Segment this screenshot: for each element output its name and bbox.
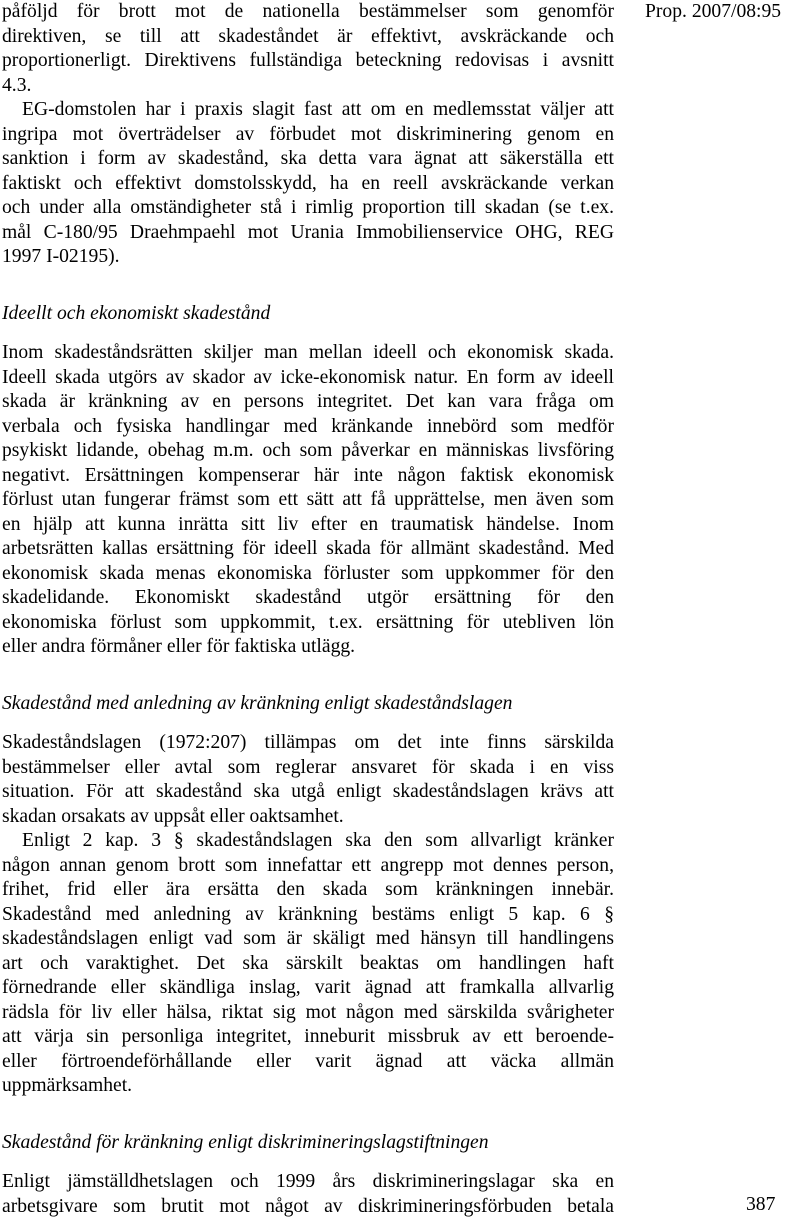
- section-heading: Skadestånd för kränkning enligt diskrimineringslagstiftningen: [2, 1132, 489, 1153]
- text-line: skadeståndslagen enligt vad som är skäligt med hänsyn till handlingens: [2, 928, 614, 949]
- text-line: Ideell skada utgörs av skador av icke-ekonomisk natur. En form av ideell: [2, 366, 614, 388]
- text-line: påföljd för brott mot de nationella bestämmelser som genomför: [2, 1, 614, 22]
- text-line: ingripa mot överträdelser av förbudet mot diskriminering genom en: [2, 123, 614, 145]
- text-line: förlust utan fungerar främst som ett sätt att få upprättelse, men även som: [2, 489, 614, 510]
- text-line: arbetsgivare som brutit mot något av diskrimineringsförbuden betala: [2, 1195, 614, 1217]
- text-line: art och varaktighet. Det ska särskilt beaktas om handlingen haft: [2, 952, 614, 974]
- text-line: skadan orsakats av uppsåt eller oaktsamhet.: [2, 805, 344, 827]
- text-line: att värja sin personliga integritet, inneburit missbruk av ett beroende-: [2, 1026, 614, 1047]
- text-line: och under alla omständigheter stå i rimlig proportion till skadan (se t.ex.: [2, 197, 614, 218]
- text-line: verbala och fysiska handlingar med kränkande innebörd som medför: [2, 415, 614, 437]
- text-line: 4.3.: [2, 74, 32, 96]
- text-line: 1997 I-02195).: [2, 246, 120, 267]
- text-line: eller andra förmåner eller för faktiska utlägg.: [2, 636, 356, 657]
- text-line: ekonomisk skada menas ekonomiska förluster som uppkommer för den: [2, 562, 614, 584]
- text-line: förnedrande eller skändliga inslag, varit ägnad att framkalla allvarlig: [2, 977, 614, 998]
- text-line: någon annan genom brott som innefattar ett angrepp mot dennes person,: [2, 854, 614, 876]
- margin-reference: Prop. 2007/08:95: [645, 1, 782, 22]
- text-line: Enligt 2 kap. 3 § skadeståndslagen ska den som allvarligt kränker: [22, 830, 614, 851]
- text-line: EG-domstolen har i praxis slagit fast att om en medlemsstat väljer att: [22, 99, 614, 120]
- text-line: faktiskt och effektivt domstolsskydd, ha en reell avskräckande verkan: [2, 172, 614, 194]
- text-line: sanktion i form av skadestånd, ska detta vara ägnat att säkerställa ett: [2, 148, 614, 169]
- text-line: uppmärksamhet.: [2, 1075, 133, 1096]
- text-line: situation. För att skadestånd ska utgå enligt skadeståndslagen krävs att: [2, 781, 614, 802]
- text-line: direktiven, se till att skadeståndet är effektivt, avskräckande och: [2, 25, 614, 47]
- text-line: ekonomiska förlust som uppkommit, t.ex. ersättning för utebliven lön: [2, 611, 614, 633]
- section-heading: Skadestånd med anledning av kränkning enligt skadeståndslagen: [2, 693, 513, 714]
- text-line: bestämmelser eller avtal som reglerar ansvaret för skada i en viss: [2, 756, 614, 778]
- text-line: frihet, frid eller ära ersätta den skada som kränkningen innebär.: [2, 879, 614, 900]
- text-line: skada är kränkning av en persons integritet. Det kan vara fråga om: [2, 391, 614, 412]
- text-line: Inom skadeståndsrätten skiljer man mellan ideell och ekonomisk skada.: [2, 342, 614, 363]
- section-heading: Ideellt och ekonomiskt skadestånd: [2, 303, 271, 324]
- text-line: Enligt jämställdhetslagen och 1999 års diskrimineringslagar ska en: [2, 1171, 614, 1192]
- text-line: Skadestånd med anledning av kränkning bestäms enligt 5 kap. 6 §: [2, 903, 614, 925]
- text-line: rädsla för liv eller hälsa, riktat sig mot någon med särskilda svårigheter: [2, 1001, 614, 1023]
- text-line: negativt. Ersättningen kompenserar här inte någon faktisk ekonomisk: [2, 464, 614, 486]
- text-line: eller förtroendeförhållande eller varit ägnad att väcka allmän: [2, 1050, 614, 1072]
- page-number: 387: [746, 1194, 776, 1215]
- text-line: proportionerligt. Direktivens fullständiga beteckning redovisas i avsnitt: [2, 50, 614, 71]
- text-line: Skadeståndslagen (1972:207) tillämpas om det inte finns särskilda: [2, 732, 614, 753]
- text-line: mål C-180/95 Draehmpaehl mot Urania Immobilienservice OHG, REG: [2, 221, 614, 243]
- text-line: en hjälp att kunna inrätta sitt liv efter en traumatisk händelse. Inom: [2, 513, 614, 535]
- text-line: psykiskt lidande, obehag m.m. och som påverkar en människas livsföring: [2, 440, 614, 461]
- text-line: skadelidande. Ekonomiskt skadestånd utgör ersättning för den: [2, 587, 614, 608]
- text-line: arbetsrätten kallas ersättning för ideell skada för allmänt skadestånd. Med: [2, 538, 614, 559]
